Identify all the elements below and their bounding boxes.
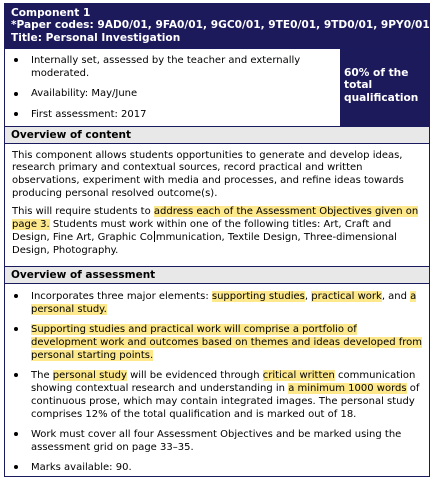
b3-text-b: will be evidenced through [126,369,263,381]
weighting-line-1: 60% of the [344,66,409,79]
component-header [5,4,429,49]
assessment-list [13,290,423,474]
overview-content-paragraph-2[interactable] [12,206,423,257]
b1-sep-2: , and [381,290,411,302]
para2-text-c: mmunication, Textile Design, Three-dimensional Design, Photography. [12,232,397,257]
highlight-portfolio: Supporting studies and practical work will comprise a portfolio of development work and outcomes based on themes and ideas developed from personal starting points. [31,323,423,361]
b3-text-d: of continuous prose, which may contain integrated images. The personal study comprises 12% of the total qualification and is marked out of 18. [31,382,420,421]
overview-content-section [5,127,429,267]
assessment-item-portfolio [13,323,423,363]
assessment-item-marks: Marks available: 90. [13,461,423,474]
summary-item-assessment: Internally set, assessed by the teacher and externally moderated. [13,54,334,80]
component-number: Component 1 [11,7,91,19]
specification-table [4,3,430,477]
b3-text-c: communication showing contextual research and understanding in [31,369,416,394]
assessment-item-elements [13,290,423,316]
overview-content-paragraph-1: This component allows students opportunities to generate and develop ideas, research primary and contextual sources, record practical and written observations, experiment with media and processes, and refine ideas towards producing personal resolved outcome(s). [12,149,404,199]
highlight-word-count: a minimum 1000 words [288,382,407,394]
summary-row [5,49,429,127]
overview-content-title: Overview of content [5,127,429,144]
summary-item-availability: Availability: May/June [13,87,334,100]
summary-list [13,54,334,121]
b3-text-a: The [31,369,53,381]
component-title: Title: Personal Investigation [11,31,181,44]
highlight-assessment-objectives: address each of the Assessment Objectives given on page 3. [12,206,419,230]
text-cursor [154,231,155,242]
overview-assessment-section [5,267,429,476]
assessment-item-personal-study [13,369,423,422]
assessment-item-objectives: Work must cover all four Assessment Objectives and be marked using the assessment grid on page 33–35. [13,428,423,454]
overview-assessment-title: Overview of assessment [5,267,429,284]
highlight-supporting-studies: supporting studies [211,290,305,302]
b1-text: Incorporates three major elements: [31,290,212,302]
weighting-cell [340,49,429,126]
overview-assessment-body [5,284,429,476]
highlight-personal-study-2: personal study [52,369,127,381]
b1-sep-1: , [304,290,312,302]
weighting-line-2: total [344,79,373,92]
para2-text-a: This will require students to [12,206,154,218]
overview-content-body [5,144,429,266]
paper-codes: *Paper codes: 9AD0/01, 9FA0/01, 9GC0/01, 9TE0/01, 9TD0/01, 9PY0/01 [11,19,430,32]
summary-item-first-assessment: First assessment: 2017 [13,108,334,121]
summary-list-cell [5,49,340,126]
weighting-line-3: qualification [344,91,419,104]
highlight-practical-work: practical work [311,290,382,302]
highlight-personal-study: a personal study. [31,290,417,315]
para2-text-b: Students must work within one of the following titles: Art, Craft and Design, Fine Art, Graphic Co [12,218,392,244]
highlight-critical-written: critical written [262,369,335,381]
